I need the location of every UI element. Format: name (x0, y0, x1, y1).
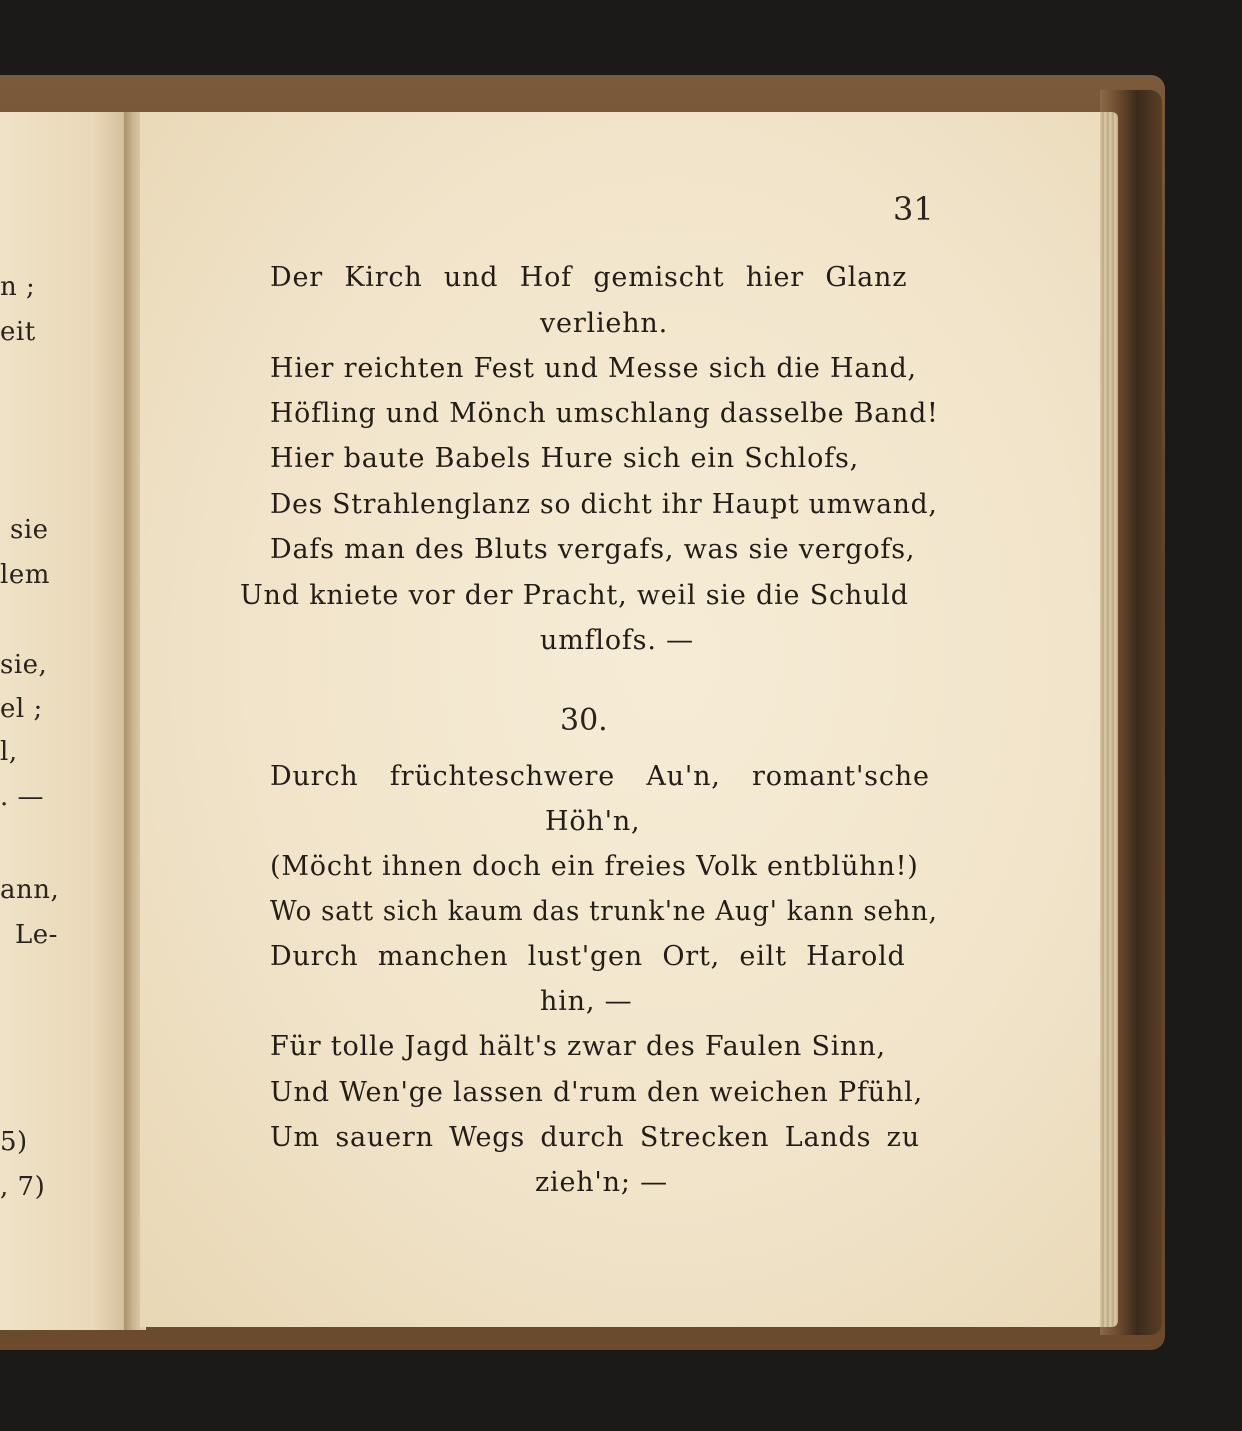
verse-line: hin, — (540, 986, 633, 1017)
verse-line: Wo satt sich kaum das trunk'ne Aug' kann sehn, (270, 896, 938, 927)
left-fragment: sie, (0, 650, 48, 680)
verse-line: verliehn. (540, 308, 668, 339)
left-fragment: el ; (0, 694, 43, 724)
verse-line: zieh'n; — (535, 1167, 668, 1198)
stanza-number: 30. (560, 703, 608, 738)
verse-line: Höh'n, (545, 806, 641, 837)
verse-line: Und Wen'ge lassen d'rum den weichen Pfühl, (270, 1077, 923, 1108)
verse-line: Der Kirch und Hof gemischt hier Glanz (270, 262, 908, 293)
left-fragment: Le- (15, 920, 58, 950)
verse-line: Hier reichten Fest und Messe sich die Hand, (270, 353, 917, 384)
verse-line: Um sauern Wegs durch Strecken Lands zu (270, 1122, 920, 1153)
page-number: 31 (893, 190, 934, 228)
verse-line: Und kniete vor der Pracht, weil sie die Schuld (240, 580, 909, 611)
verse-line: Hier baute Babels Hure sich ein Schlofs, (270, 443, 860, 474)
verse-line: Höfling und Mönch umschlang dasselbe Band! (270, 398, 939, 429)
left-page (0, 112, 132, 1330)
left-fragment: sie (10, 515, 49, 545)
verse-line: umflofs. — (540, 625, 694, 656)
verse-line: (Möcht ihnen doch ein freies Volk entblühn!) (270, 851, 919, 882)
left-fragment: ann, (0, 875, 60, 905)
left-fragment: 5) (0, 1127, 28, 1157)
verse-line: Durch manchen lust'gen Ort, eilt Harold (270, 941, 906, 972)
left-fragment: l, (0, 737, 18, 767)
left-fragment: lem (0, 560, 50, 590)
left-fragment: eit (0, 317, 36, 347)
verse-line: Dafs man des Bluts vergafs, was sie vergofs, (270, 534, 916, 565)
left-fragment: . — (0, 782, 45, 812)
verse-line: Des Strahlenglanz so dicht ihr Haupt umwand, (270, 489, 938, 520)
verse-line: Für tolle Jagd hält's zwar des Faulen Sinn, (270, 1031, 886, 1062)
left-fragment: , 7) (0, 1172, 46, 1202)
left-fragment: n ; (0, 272, 36, 302)
verse-line: Durch früchteschwere Au'n, romant'sche (270, 761, 930, 792)
